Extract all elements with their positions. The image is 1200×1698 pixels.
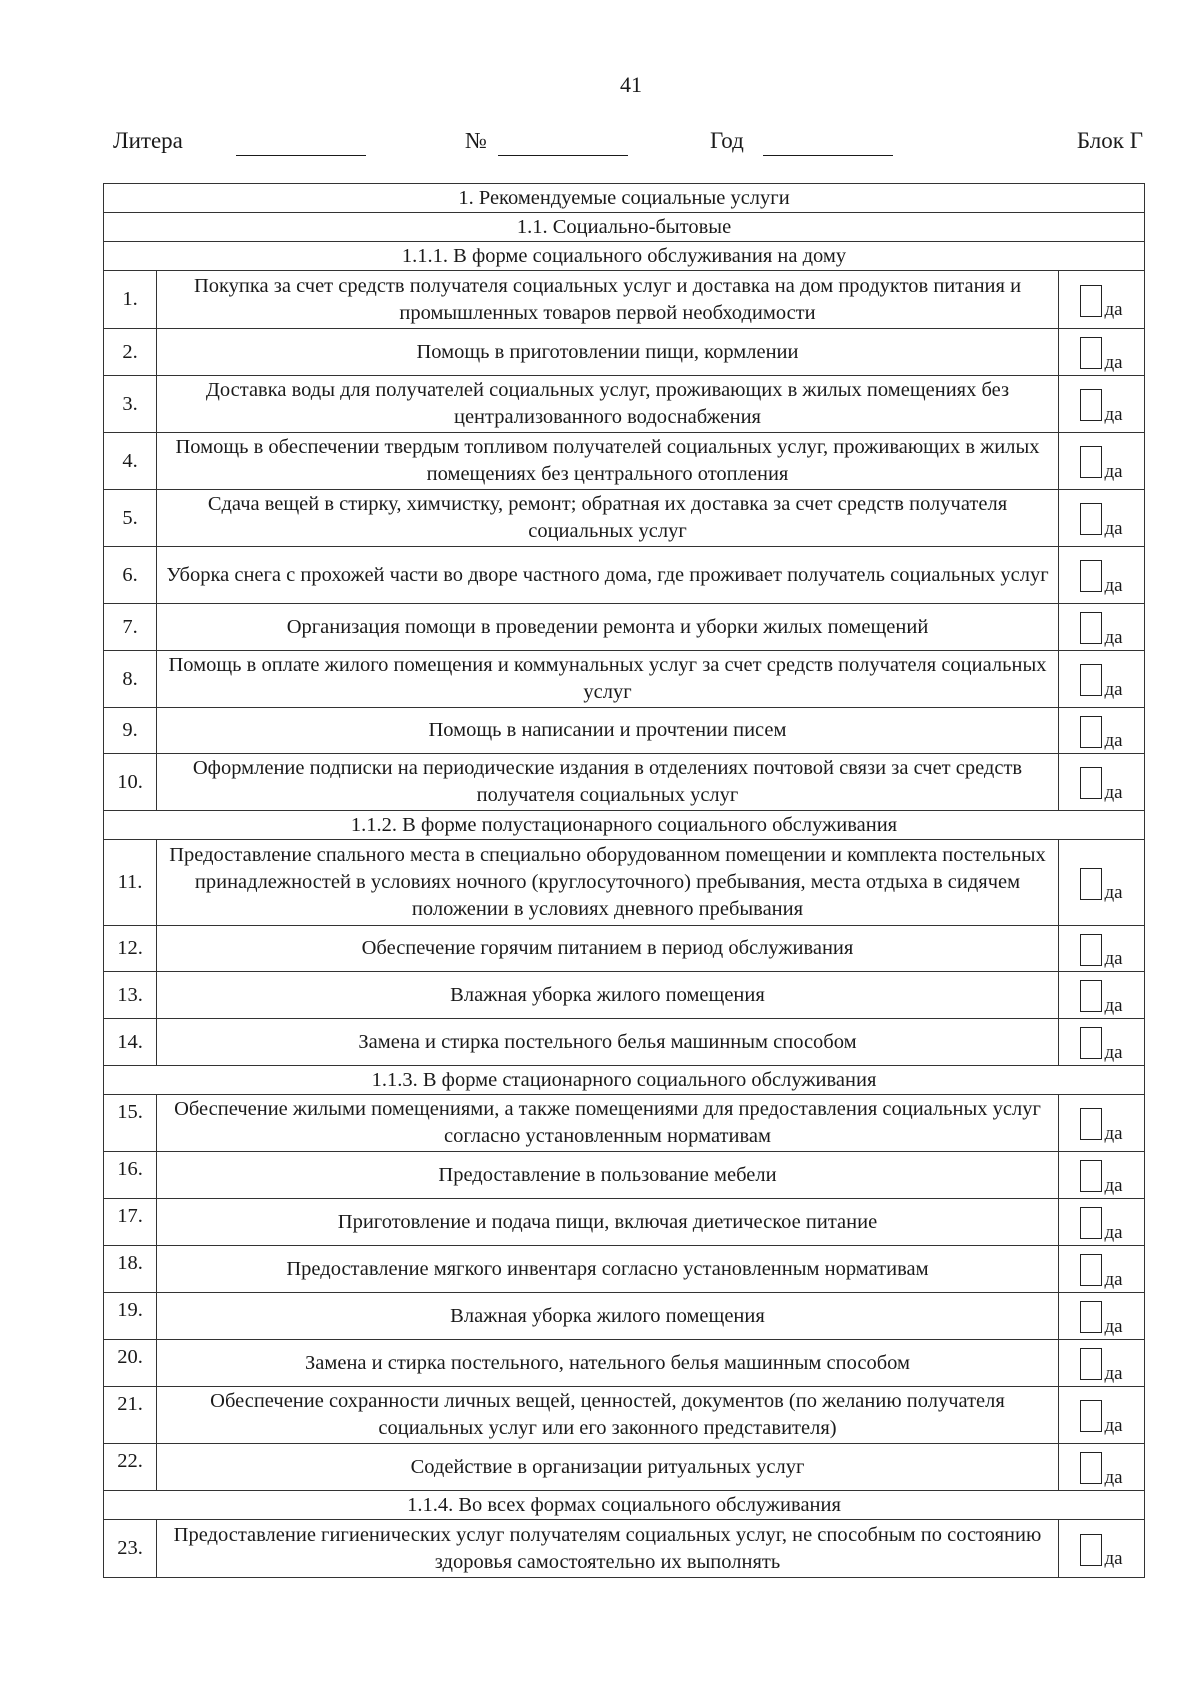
yes-checkbox-cell[interactable]	[1058, 708, 1144, 754]
row-number: 23.	[104, 1520, 157, 1578]
checkbox-label: да	[1104, 1041, 1123, 1063]
service-text: Оформление подписки на периодические издания в отделениях почтовой связи за счет средств получателя социальных услуг	[157, 754, 1059, 811]
row-number: 17.	[104, 1199, 157, 1246]
table-row	[104, 972, 1145, 1019]
checkbox-label: да	[1104, 351, 1123, 373]
service-text: Замена и стирка постельного, нательного белья машинным способом	[157, 1340, 1059, 1387]
row-number: 3.	[104, 376, 157, 433]
service-text: Доставка воды для получателей социальных услуг, проживающих в жилых помещениях без централизованного водоснабжения	[157, 376, 1059, 433]
checkbox-label: да	[1104, 574, 1123, 596]
row-number: 1.	[104, 271, 157, 329]
services-table	[103, 183, 1145, 1578]
row-number: 19.	[104, 1293, 157, 1340]
checkbox-label: да	[1104, 781, 1123, 803]
table-row	[104, 708, 1145, 754]
yes-checkbox-cell[interactable]	[1058, 1199, 1144, 1246]
row-number: 21.	[104, 1387, 157, 1444]
table-row	[104, 1444, 1145, 1491]
checkbox[interactable]	[1080, 1108, 1102, 1140]
checkbox-label: да	[1104, 1174, 1123, 1196]
row-number: 5.	[104, 490, 157, 547]
yes-checkbox-cell[interactable]	[1058, 1520, 1144, 1578]
table-row	[104, 651, 1145, 708]
service-text: Предоставление мягкого инвентаря согласно установленным нормативам	[157, 1246, 1059, 1293]
row-number: 9.	[104, 708, 157, 754]
yes-checkbox-cell[interactable]	[1058, 271, 1144, 329]
checkbox[interactable]	[1080, 1400, 1102, 1432]
checkbox[interactable]	[1080, 503, 1102, 535]
table-row	[104, 926, 1145, 972]
checkbox-label: да	[1104, 1315, 1123, 1337]
row-number: 15.	[104, 1095, 157, 1152]
checkbox[interactable]	[1080, 560, 1102, 592]
row-number: 13.	[104, 972, 157, 1019]
row-number: 6.	[104, 547, 157, 604]
number-label: №	[465, 128, 487, 153]
checkbox[interactable]	[1080, 1348, 1102, 1380]
row-number: 12.	[104, 926, 157, 972]
checkbox-label: да	[1104, 1362, 1123, 1384]
table-row	[104, 1520, 1145, 1578]
checkbox[interactable]	[1080, 934, 1102, 966]
service-text: Влажная уборка жилого помещения	[157, 1293, 1059, 1340]
row-number: 8.	[104, 651, 157, 708]
yes-checkbox-cell[interactable]	[1058, 972, 1144, 1019]
table-row	[104, 604, 1145, 651]
checkbox-label: да	[1104, 1466, 1123, 1488]
yes-checkbox-cell[interactable]	[1058, 1152, 1144, 1199]
checkbox-label: да	[1104, 403, 1123, 425]
table-row	[104, 754, 1145, 811]
checkbox-label: да	[1104, 1268, 1123, 1290]
yes-checkbox-cell[interactable]	[1058, 754, 1144, 811]
row-number: 22.	[104, 1444, 157, 1491]
yes-checkbox-cell[interactable]	[1058, 1387, 1144, 1444]
yes-checkbox-cell[interactable]	[1058, 651, 1144, 708]
service-text: Помощь в оплате жилого помещения и коммунальных услуг за счет средств получателя социальных услуг	[157, 651, 1059, 708]
row-number: 11.	[104, 840, 157, 926]
checkbox-label: да	[1104, 1548, 1123, 1569]
checkbox[interactable]	[1080, 1027, 1102, 1059]
service-text: Обеспечение сохранности личных вещей, ценностей, документов (по желанию получателя социальных услуг или его законного представителя)	[157, 1387, 1059, 1444]
checkbox[interactable]	[1080, 1254, 1102, 1286]
section-heading: 1. Рекомендуемые социальные услуги	[104, 184, 1145, 213]
yes-checkbox-cell[interactable]	[1058, 604, 1144, 651]
checkbox[interactable]	[1080, 1160, 1102, 1192]
checkbox[interactable]	[1080, 716, 1102, 748]
service-text: Обеспечение жилыми помещениями, а также помещениями для предоставления социальных услуг согласно установленным нормативам	[157, 1095, 1059, 1152]
checkbox-label: да	[1104, 1414, 1123, 1436]
yes-checkbox-cell[interactable]	[1058, 376, 1144, 433]
row-number: 4.	[104, 433, 157, 490]
checkbox[interactable]	[1080, 285, 1102, 317]
table-row	[104, 490, 1145, 547]
service-text: Покупка за счет средств получателя социальных услуг и доставка на дом продуктов питания и промышленных товаров первой необходимости	[157, 271, 1059, 329]
row-number: 16.	[104, 1152, 157, 1199]
yes-checkbox-cell[interactable]	[1058, 490, 1144, 547]
checkbox[interactable]	[1080, 767, 1102, 799]
checkbox-label: да	[1104, 299, 1123, 320]
yes-checkbox-cell[interactable]	[1058, 1444, 1144, 1491]
checkbox[interactable]	[1080, 1301, 1102, 1333]
number-field[interactable]	[498, 155, 628, 156]
service-text: Замена и стирка постельного белья машинным способом	[157, 1019, 1059, 1066]
checkbox[interactable]	[1080, 1534, 1102, 1566]
service-text: Уборка снега с прохожей части во дворе частного дома, где проживает получатель социальных услуг	[157, 547, 1059, 604]
service-text: Сдача вещей в стирку, химчистку, ремонт; обратная их доставка за счет средств получателя социальных услуг	[157, 490, 1059, 547]
checkbox-label: да	[1104, 948, 1123, 969]
row-number: 14.	[104, 1019, 157, 1066]
service-text: Предоставление в пользование мебели	[157, 1152, 1059, 1199]
checkbox[interactable]	[1080, 612, 1102, 644]
section-heading: 1.1.3. В форме стационарного социального обслуживания	[104, 1066, 1145, 1095]
table-row	[104, 840, 1145, 926]
litera-label: Литера	[113, 128, 183, 153]
service-text: Помощь в обеспечении твердым топливом получателей социальных услуг, проживающих в жилых помещениях без центрального отопления	[157, 433, 1059, 490]
form-header	[113, 128, 1143, 160]
yes-checkbox-cell[interactable]	[1058, 840, 1144, 926]
service-text: Влажная уборка жилого помещения	[157, 972, 1059, 1019]
service-text: Приготовление и подача пищи, включая диетическое питание	[157, 1199, 1059, 1246]
row-number: 10.	[104, 754, 157, 811]
table-row	[104, 329, 1145, 376]
service-text: Содействие в организации ритуальных услуг	[157, 1444, 1059, 1491]
table-row	[104, 1152, 1145, 1199]
table-row	[104, 1293, 1145, 1340]
checkbox[interactable]	[1080, 1207, 1102, 1239]
service-text: Предоставление спального места в специально оборудованном помещении и комплекта постельных принадлежностей в условиях ночного (круглосуточного) пребывания, места отдыха в сидячем положении в условиях дневного пребывания	[157, 840, 1059, 926]
checkbox-label: да	[1104, 1221, 1123, 1243]
checkbox-label: да	[1104, 994, 1123, 1016]
service-text: Обеспечение горячим питанием в период обслуживания	[157, 926, 1059, 972]
table-row	[104, 1340, 1145, 1387]
checkbox-label: да	[1104, 678, 1123, 700]
row-number: 2.	[104, 329, 157, 376]
service-text: Помощь в приготовлении пищи, кормлении	[157, 329, 1059, 376]
checkbox-label: да	[1104, 460, 1123, 482]
table-row	[104, 271, 1145, 329]
row-number: 20.	[104, 1340, 157, 1387]
section-heading: 1.1.2. В форме полустационарного социального обслуживания	[104, 811, 1145, 840]
table-row	[104, 1019, 1145, 1066]
page-number: 41	[620, 72, 642, 97]
yes-checkbox-cell[interactable]	[1058, 433, 1144, 490]
section-heading: 1.1.1. В форме социального обслуживания на дому	[104, 242, 1145, 271]
yes-checkbox-cell[interactable]	[1058, 1246, 1144, 1293]
table-row	[104, 1387, 1145, 1444]
checkbox[interactable]	[1080, 980, 1102, 1012]
checkbox-label: да	[1104, 626, 1123, 648]
row-number: 7.	[104, 604, 157, 651]
yes-checkbox-cell[interactable]	[1058, 1293, 1144, 1340]
table-row	[104, 1246, 1145, 1293]
table-row	[104, 433, 1145, 490]
yes-checkbox-cell[interactable]	[1058, 547, 1144, 604]
litera-field[interactable]	[236, 155, 366, 156]
checkbox-label: да	[1104, 517, 1123, 539]
table-row	[104, 1095, 1145, 1152]
checkbox[interactable]	[1080, 1452, 1102, 1484]
checkbox[interactable]	[1080, 446, 1102, 478]
table-row	[104, 376, 1145, 433]
checkbox[interactable]	[1080, 337, 1102, 369]
block-label: Блок Г	[1076, 128, 1143, 153]
section-heading: 1.1.4. Во всех формах социального обслуживания	[104, 1491, 1145, 1520]
yes-checkbox-cell[interactable]	[1058, 1019, 1144, 1066]
checkbox[interactable]	[1080, 389, 1102, 421]
checkbox-label: да	[1104, 1122, 1123, 1144]
yes-checkbox-cell[interactable]	[1058, 1095, 1144, 1152]
table-row	[104, 1199, 1145, 1246]
table-row	[104, 547, 1145, 604]
year-label: Год	[710, 128, 744, 153]
yes-checkbox-cell[interactable]	[1058, 329, 1144, 376]
checkbox[interactable]	[1080, 664, 1102, 696]
year-field[interactable]	[763, 155, 893, 156]
checkbox-label: да	[1104, 882, 1123, 903]
row-number: 18.	[104, 1246, 157, 1293]
service-text: Организация помощи в проведении ремонта и уборки жилых помещений	[157, 604, 1059, 651]
yes-checkbox-cell[interactable]	[1058, 1340, 1144, 1387]
checkbox-label: да	[1104, 730, 1123, 751]
section-heading: 1.1. Социально-бытовые	[104, 213, 1145, 242]
service-text: Помощь в написании и прочтении писем	[157, 708, 1059, 754]
service-text: Предоставление гигиенических услуг получателям социальных услуг, не способным по состоянию здоровья самостоятельно их выполнять	[157, 1520, 1059, 1578]
checkbox[interactable]	[1080, 868, 1102, 900]
yes-checkbox-cell[interactable]	[1058, 926, 1144, 972]
